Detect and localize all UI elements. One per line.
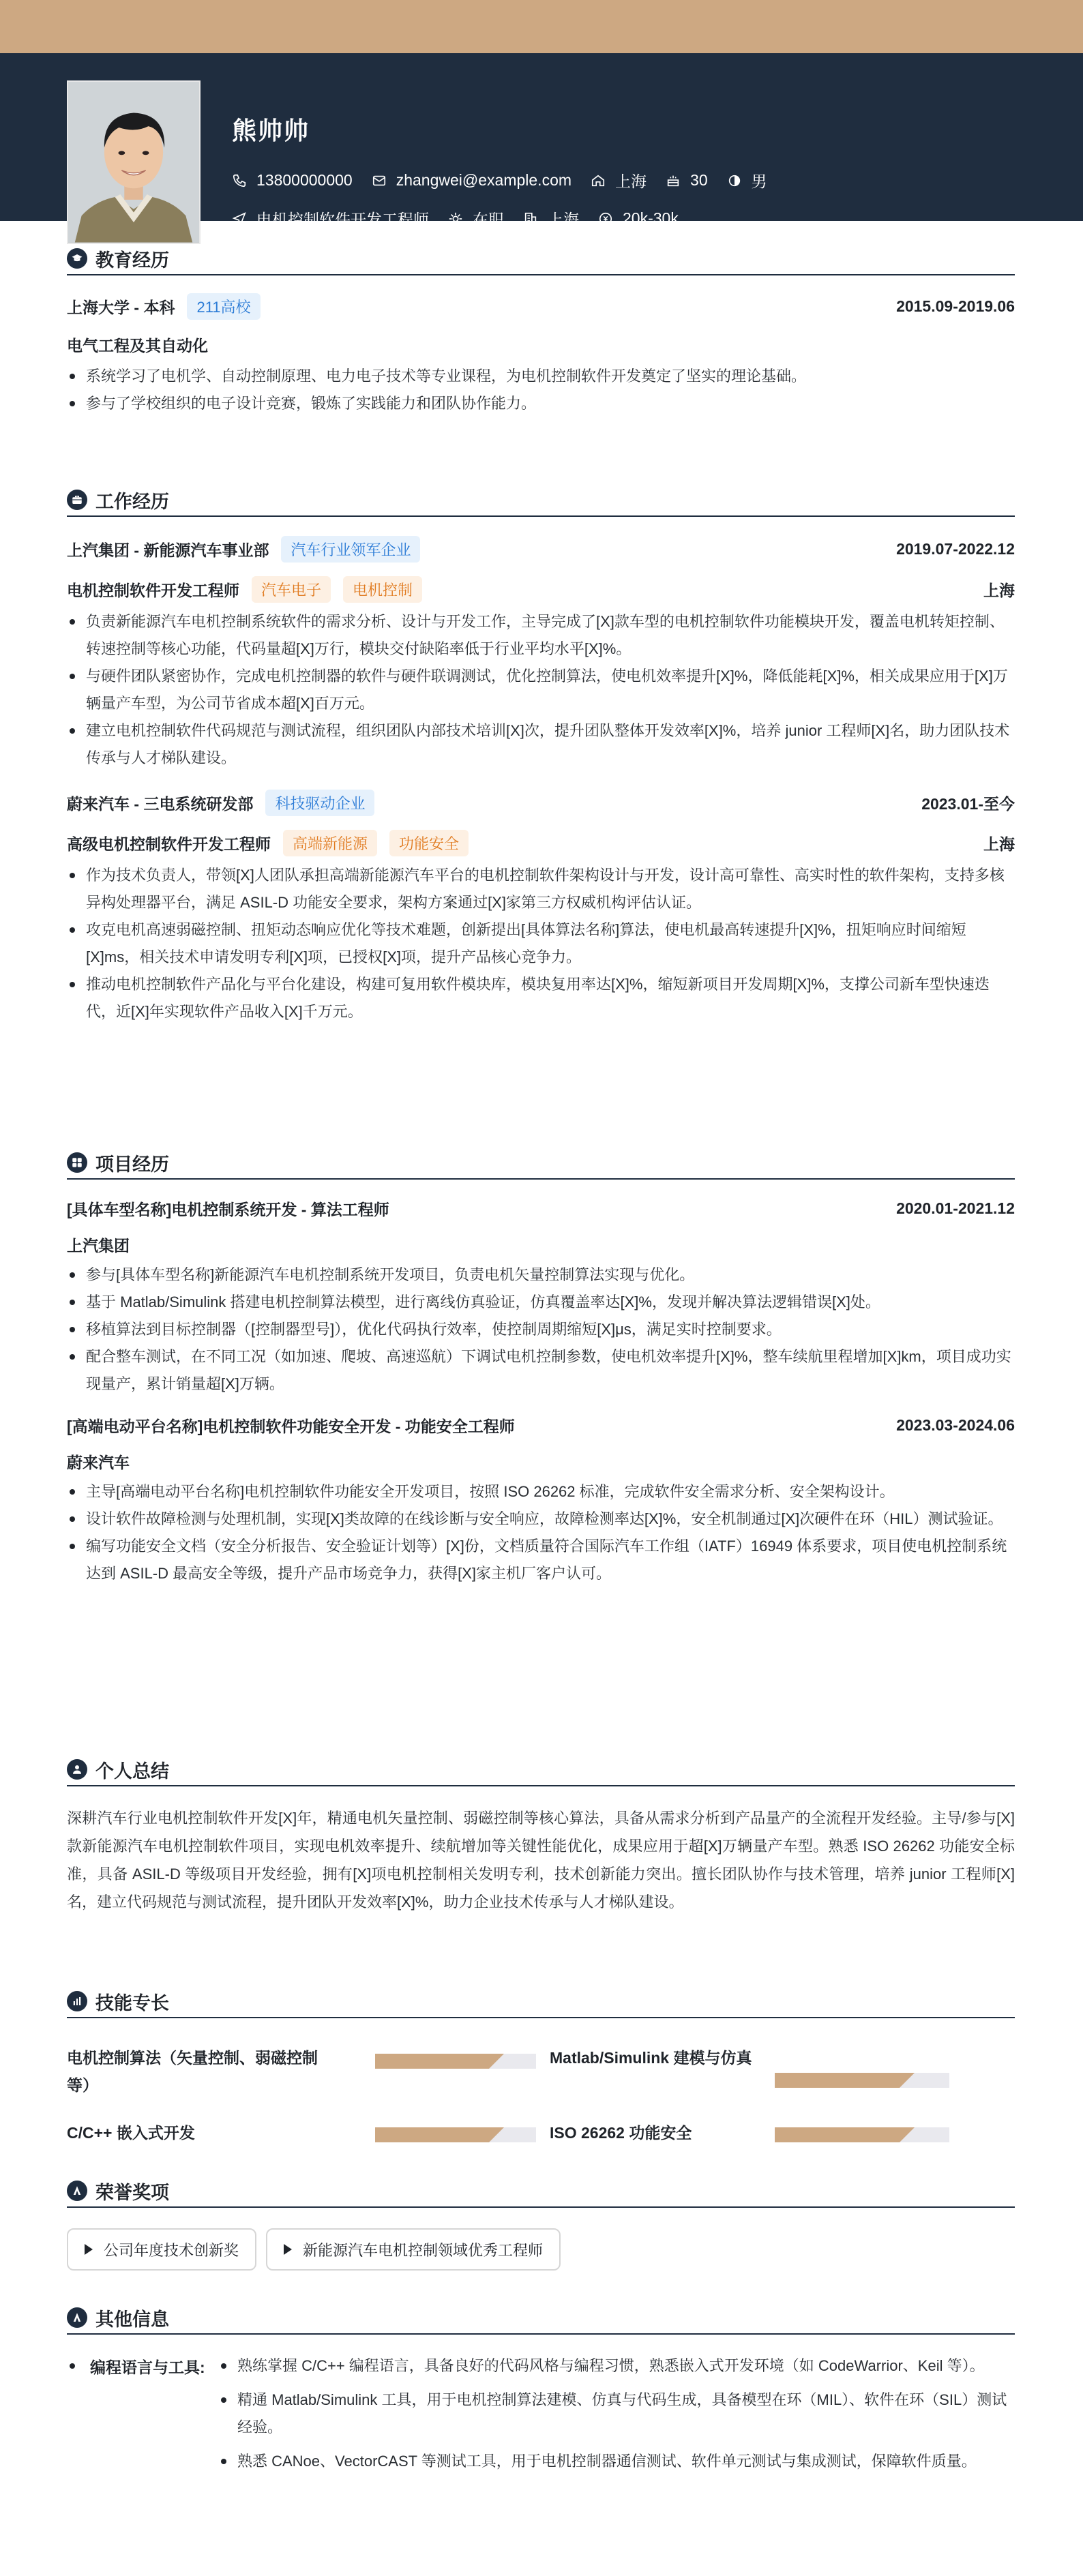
skill-bar [775, 2073, 949, 2088]
award-item [67, 2228, 256, 2271]
skill-name: ISO 26262 功能安全 [550, 2124, 692, 2142]
projects-title: 项目经历 [95, 1154, 169, 1175]
contact-row [232, 169, 786, 192]
list-item: 参与[具体车型名称]新能源汽车电机控制系统开发项目，负责电机矢量控制算法实现与优化。 [67, 1261, 1015, 1289]
project-name: [具体车型名称]电机控制系统开发 - 算法工程师 [67, 1201, 389, 1218]
project-date: 2020.01-2021.12 [896, 1199, 1015, 1217]
phone-text: 13800000000 [256, 171, 353, 189]
list-item: 熟悉 CANoe、VectorCAST 等测试工具，用于电机控制器通信测试、软件单元测试与集成测试，保障软件质量。 [218, 2448, 1015, 2475]
triangle-icon [284, 2244, 292, 2255]
list-item: 参与了学校组织的电子设计竞赛，锻炼了实践能力和团队协作能力。 [67, 390, 1015, 417]
company-name: 上汽集团 - 新能源汽车事业部 [67, 541, 269, 559]
candidate-name: 熊帅帅 [232, 117, 310, 145]
other-content [67, 2352, 1015, 2475]
list-item: 基于 Matlab/Simulink 搭建电机控制算法模型，进行离线仿真验证，仿真覆盖率达[X]%，发现并解决算法逻辑错误[X]处。 [67, 1289, 1015, 1316]
work-heading [67, 484, 1015, 517]
status-item [448, 207, 504, 230]
summary-section [67, 1754, 1015, 1916]
summary-title: 个人总结 [95, 1761, 169, 1782]
skill-name: 电机控制算法（矢量控制、弱磁控制等） [67, 2049, 318, 2094]
cake-icon [666, 173, 681, 188]
skill-bar-fill [375, 2054, 489, 2069]
list-item: 设计软件故障检测与处理机制，实现[X]类故障的在线诊断与安全响应，故障检测率达[X]%，安全机制通过[X]次硬件在环（HIL）测试验证。 [67, 1506, 1015, 1533]
education-header-row [67, 293, 1015, 320]
salary-text: 20k-30k [623, 209, 679, 227]
list-item: 移植算法到目标控制器（[控制器型号]），优化代码执行效率，使控制周期缩短[X]μs，满足实时控制要求。 [67, 1316, 1015, 1343]
education-heading [67, 243, 1015, 275]
list-item: 熟练掌握 C/C++ 编程语言，具备良好的代码风格与编程习惯，熟悉嵌入式开发环境（如 CodeWarrior、Keil 等）。 [218, 2352, 1015, 2380]
project-header-row [67, 1197, 1015, 1220]
salary-item [598, 209, 679, 228]
skill-item [67, 2119, 340, 2146]
skill-item [550, 2119, 754, 2146]
phone-icon [232, 173, 247, 188]
education-bullets [67, 363, 1015, 417]
job-date: 2023.01-至今 [921, 795, 1015, 813]
award-text: 公司年度技术创新奖 [104, 2241, 239, 2259]
top-accent-bar [0, 0, 1083, 53]
award-icon [67, 2181, 87, 2201]
list-item: 攻克电机高速弱磁控制、扭矩动态响应优化等技术难题，创新提出[具体算法名称]算法，使电机最高转速提升[X]%，扭矩响应时间缩短[X]ms，相关技术申请发明专利[X]项，已授权[X]项，提升产品核心竞争力。 [67, 916, 1015, 971]
other-label-row [67, 2352, 205, 2380]
project-entry [67, 1414, 1015, 1587]
job-city: 上海 [983, 582, 1015, 599]
skill-bar [375, 2054, 536, 2069]
work-city-text: 上海 [548, 211, 579, 228]
award-item [266, 2228, 561, 2271]
position-item [232, 207, 429, 230]
list-item: 作为技术负责人，带领[X]人团队承担高端新能源汽车平台的电机控制软件架构设计与开发，设计高可靠性、高实时性的软件架构，支持多核异构处理器平台，满足 ASIL-D 功能安全要求，架构方案通过[X]家第三方权威机构评估认证。 [67, 862, 1015, 916]
job-role-row [67, 576, 1015, 603]
role-tag: 汽车电子 [252, 576, 331, 603]
list-item: 推动电机控制软件产品化与平台化建设，构建可复用软件模块库，模块复用率达[X]%，缩短新项目开发周期[X]%，支撑公司新车型快速迭代，近[X]年实现软件产品收入[X]千万元。 [67, 971, 1015, 1025]
awards-section [67, 2175, 1015, 2271]
info-icon [67, 2307, 87, 2328]
project-entry [67, 1197, 1015, 1398]
gender-text: 男 [751, 173, 767, 190]
work-city-item [523, 207, 579, 230]
list-item: 主导[高端电动平台名称]电机控制软件功能安全开发项目，按照 ISO 26262 标准，完成软件安全需求分析、安全架构设计。 [67, 1478, 1015, 1506]
list-item: 编写功能安全文档（安全分析报告、安全验证计划等）[X]份，文档质量符合国际汽车工作组（IATF）16949 体系要求，项目使电机控制系统达到 ASIL-D 最高安全等级，提升产品市场竞争力，获得[X]家主机厂客户认可。 [67, 1533, 1015, 1587]
school-name: 上海大学 - 本科 [67, 299, 175, 316]
age-text: 30 [690, 171, 708, 189]
other-title: 其他信息 [95, 2309, 169, 2330]
company-tag: 科技驱动企业 [265, 790, 374, 816]
project-name: [高端电动平台名称]电机控制软件功能安全开发 - 功能安全工程师 [67, 1418, 515, 1435]
skill-name: Matlab/Simulink 建模与仿真 [550, 2049, 752, 2067]
other-bullets [218, 2352, 1015, 2475]
gender-item [727, 169, 767, 192]
job-company-row [67, 790, 1015, 816]
company-name: 蔚来汽车 - 三电系统研发部 [67, 795, 254, 813]
list-item: 建立电机控制软件代码规范与测试流程，组织团队内部技术培训[X]次，提升团队整体开发效率[X]%，培养 junior 工程师[X]名，助力团队技术传承与人才梯队建设。 [67, 717, 1015, 772]
job-entry [67, 790, 1015, 1025]
project-header-row [67, 1414, 1015, 1437]
project-org: 蔚来汽车 [67, 1454, 130, 1471]
skill-bar-fill [375, 2127, 489, 2142]
list-item: 系统学习了电机学、自动控制原理、电力电子技术等专业课程，为电机控制软件开发奠定了坚实的理论基础。 [67, 363, 1015, 390]
role-tag: 功能安全 [389, 830, 469, 856]
user-icon [67, 1759, 87, 1780]
mail-icon [372, 173, 387, 188]
salary-icon [598, 211, 613, 226]
position-text: 电机控制软件开发工程师 [256, 211, 429, 228]
other-section [67, 2302, 1015, 2475]
job-city: 上海 [983, 835, 1015, 853]
skills-heading [67, 1986, 1015, 2018]
send-icon [232, 211, 247, 226]
company-tag: 汽车行业领军企业 [281, 536, 420, 563]
project-date: 2023.03-2024.06 [896, 1416, 1015, 1434]
award-text: 新能源汽车电机控制领域优秀工程师 [303, 2241, 544, 2259]
job-bullets [67, 862, 1015, 1025]
job-bullets [67, 608, 1015, 772]
skill-item [550, 2044, 754, 2071]
education-date: 2015.09-2019.06 [896, 297, 1015, 315]
status-icon [448, 211, 463, 226]
job-role-row [67, 830, 1015, 856]
chart-icon [67, 1991, 87, 2011]
job-date: 2019.07-2022.12 [896, 540, 1015, 558]
skill-item [67, 2044, 340, 2099]
phone-item [232, 171, 353, 190]
age-item [666, 171, 708, 190]
home-icon [591, 173, 606, 188]
list-item: 配合整车测试，在不同工况（如加速、爬坡、高速巡航）下调试电机控制参数，使电机效率提升[X]%，整车续航里程增加[X]km，项目成功实现量产，累计销量超[X]万辆。 [67, 1343, 1015, 1398]
skill-bar-fill [775, 2073, 900, 2088]
other-heading [67, 2302, 1015, 2335]
job-company-row [67, 536, 1015, 563]
gender-icon [727, 173, 742, 188]
graduation-cap-icon [67, 248, 87, 269]
hometown-text: 上海 [615, 173, 647, 190]
skill-name: C/C++ 嵌入式开发 [67, 2124, 195, 2142]
skills-title: 技能专长 [95, 1992, 169, 2013]
awards-title: 荣誉奖项 [95, 2182, 169, 2203]
job-role: 电机控制软件开发工程师 [67, 582, 239, 599]
job-role: 高级电机控制软件开发工程师 [67, 835, 271, 853]
hometown-item [591, 169, 647, 192]
skill-bar-fill [775, 2127, 900, 2142]
work-section [67, 484, 1015, 1025]
role-tag: 高端新能源 [283, 830, 377, 856]
project-org: 上汽集团 [67, 1237, 130, 1255]
status-text: 在职 [473, 211, 504, 228]
triangle-icon [85, 2244, 93, 2255]
other-label: 编程语言与工具: [90, 2358, 205, 2376]
grid-icon [67, 1152, 87, 1173]
list-item: 负责新能源汽车电机控制系统软件的需求分析、设计与开发工作，主导完成了[X]款车型的电机控制软件功能模块开发，覆盖电机转矩控制、转速控制等核心功能，代码量超[X]万行，模块交付缺陷率低于行业平均水平[X]%。 [67, 608, 1015, 663]
project-bullets [67, 1478, 1015, 1587]
school-tag: 211高校 [187, 293, 260, 320]
summary-heading [67, 1754, 1015, 1786]
education-section [67, 243, 1015, 417]
skill-bar [775, 2127, 949, 2142]
list-item: 与硬件团队紧密协作，完成电机控制器的软件与硬件联调测试，优化控制算法，使电机效率提升[X]%，降低能耗[X]%，相关成果应用于[X]万辆量产车型，为公司节省成本超[X]百万元。 [67, 663, 1015, 717]
projects-heading [67, 1147, 1015, 1180]
skill-bar [375, 2127, 536, 2142]
awards-heading [67, 2175, 1015, 2208]
education-title: 教育经历 [95, 250, 169, 271]
email-item [372, 171, 572, 190]
list-item: 精通 Matlab/Simulink 工具，用于电机控制算法建模、仿真与代码生成，具备模型在环（MIL）、软件在环（SIL）测试经验。 [218, 2386, 1015, 2441]
briefcase-icon [67, 490, 87, 510]
bullet-dot [70, 2363, 75, 2369]
work-title: 工作经历 [95, 491, 169, 512]
skills-section [67, 1986, 1015, 2149]
projects-section [67, 1147, 1015, 1587]
avatar-photo [68, 82, 199, 243]
header [0, 53, 1083, 228]
building-icon [523, 211, 538, 226]
job-intent-row [232, 207, 698, 230]
avatar [67, 80, 201, 244]
awards-list [67, 2228, 1015, 2271]
job-entry [67, 536, 1015, 772]
email-text: zhangwei@example.com [396, 171, 572, 189]
summary-text: 深耕汽车行业电机控制软件开发[X]年，精通电机矢量控制、弱磁控制等核心算法，具备从需求分析到产品量产的全流程开发经验。主导/参与[X]款新能源汽车电机控制软件项目，实现电机效率提升、续航增加等关键性能优化，成果应用于超[X]万辆量产车型。熟悉 ISO 26262 功能安全标准，具备 ASIL-D 等级项目开发经验，拥有[X]项电机控制相关发明专利，技术创新能力突出。擅长团队协作与技术管理，培养 junior 工程师[X]名，建立代码规范与测试流程，提升团队开发效率[X]%，助力企业技术传承与人才梯队建设。 [67, 1810, 1015, 1911]
role-tag: 电机控制 [343, 576, 422, 603]
project-bullets [67, 1261, 1015, 1398]
major: 电气工程及其自动化 [67, 337, 208, 355]
